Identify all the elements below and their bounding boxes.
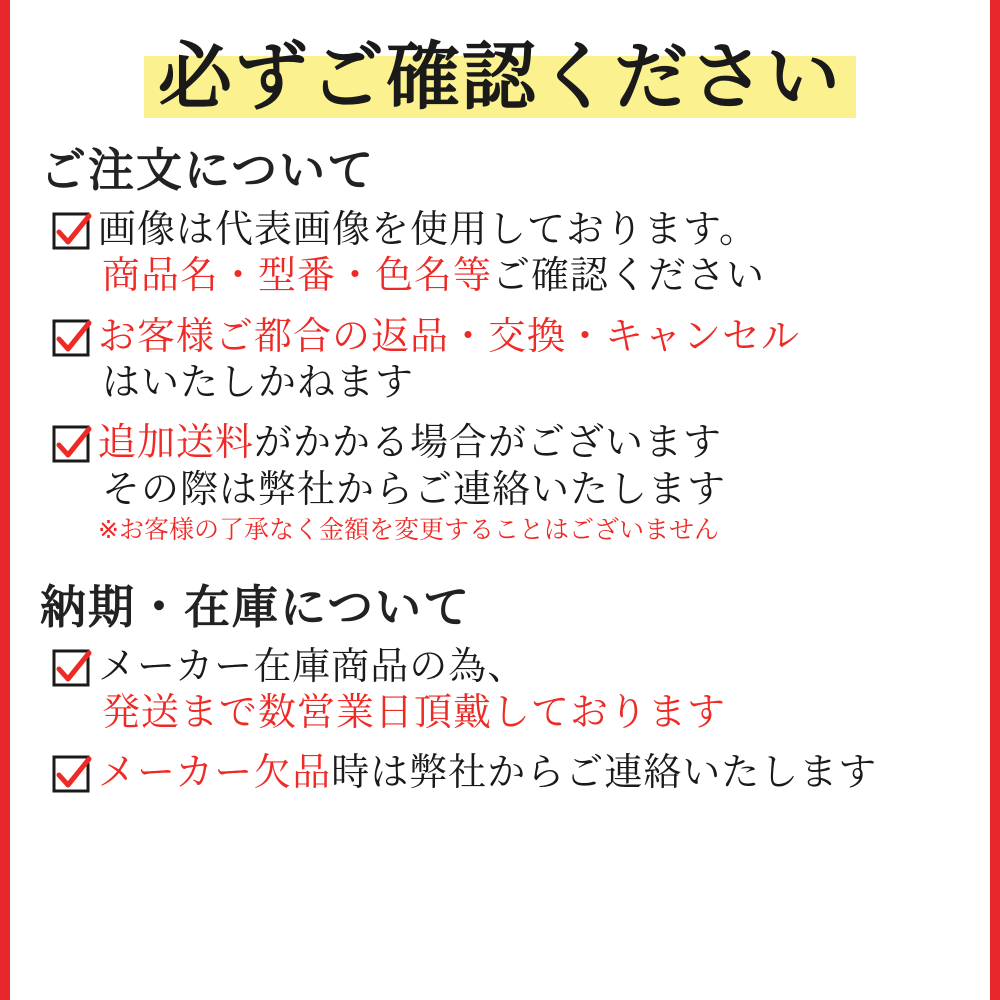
text-line	[98, 419, 990, 465]
list-item-text	[98, 419, 990, 546]
text-segment-accent: 商品名・型番・色名等	[102, 253, 493, 298]
page-title-wrap	[10, 34, 990, 134]
list-item	[52, 419, 990, 546]
checkbox-checked-icon	[52, 212, 92, 252]
text-segment-accent: お客様ご都合の返品・交換・キャンセル	[98, 313, 801, 358]
text-segment: ご確認ください	[492, 253, 766, 298]
text-line	[98, 466, 990, 512]
page-title	[144, 34, 856, 124]
checkbox-checked-icon	[52, 319, 92, 359]
section-delivery	[10, 571, 990, 796]
text-line	[98, 359, 990, 405]
text-segment-accent: 追加送料	[98, 420, 255, 465]
list-item-text	[98, 313, 990, 406]
text-segment-accent: メーカー欠品	[98, 750, 332, 795]
checkbox-checked-icon	[52, 755, 92, 795]
list-item-text	[98, 206, 990, 299]
text-line	[98, 313, 990, 359]
section-heading-delivery: 納期・在庫について	[40, 579, 472, 634]
text-segment: 画像は代表画像を使用しております。	[98, 207, 758, 251]
text-segment: がかかる場合がございます	[254, 420, 723, 465]
text-segment: 時は弊社からご連絡いたします	[331, 750, 878, 795]
text-line	[98, 749, 990, 795]
list-item	[52, 643, 990, 736]
notice-content	[10, 0, 990, 1000]
text-line	[98, 643, 990, 689]
list-item	[52, 313, 990, 406]
checkbox-checked-icon	[52, 425, 92, 465]
text-line	[98, 206, 990, 252]
list-item-text	[98, 643, 990, 736]
checkbox-checked-icon	[52, 649, 92, 689]
right-red-border	[990, 0, 1000, 1000]
list-item	[52, 206, 990, 299]
page-title-text: 必ずご確認ください	[158, 34, 842, 120]
text-segment: その際は弊社からご連絡いたします	[102, 466, 727, 511]
text-segment-accent: 発送まで数営業日頂戴しております	[102, 690, 727, 735]
list-item-text	[98, 749, 990, 795]
left-red-border	[0, 0, 10, 1000]
list-item	[52, 749, 990, 795]
footnote: ※お客様の了承なく金額を変更することはございません	[98, 515, 719, 545]
section-heading-order: ご注文について	[40, 143, 376, 197]
section-order	[10, 134, 990, 547]
text-segment: はいたしかねます	[102, 360, 415, 405]
text-line	[98, 689, 990, 735]
text-segment: メーカー在庫商品の為、	[98, 643, 527, 688]
text-line	[98, 252, 990, 298]
